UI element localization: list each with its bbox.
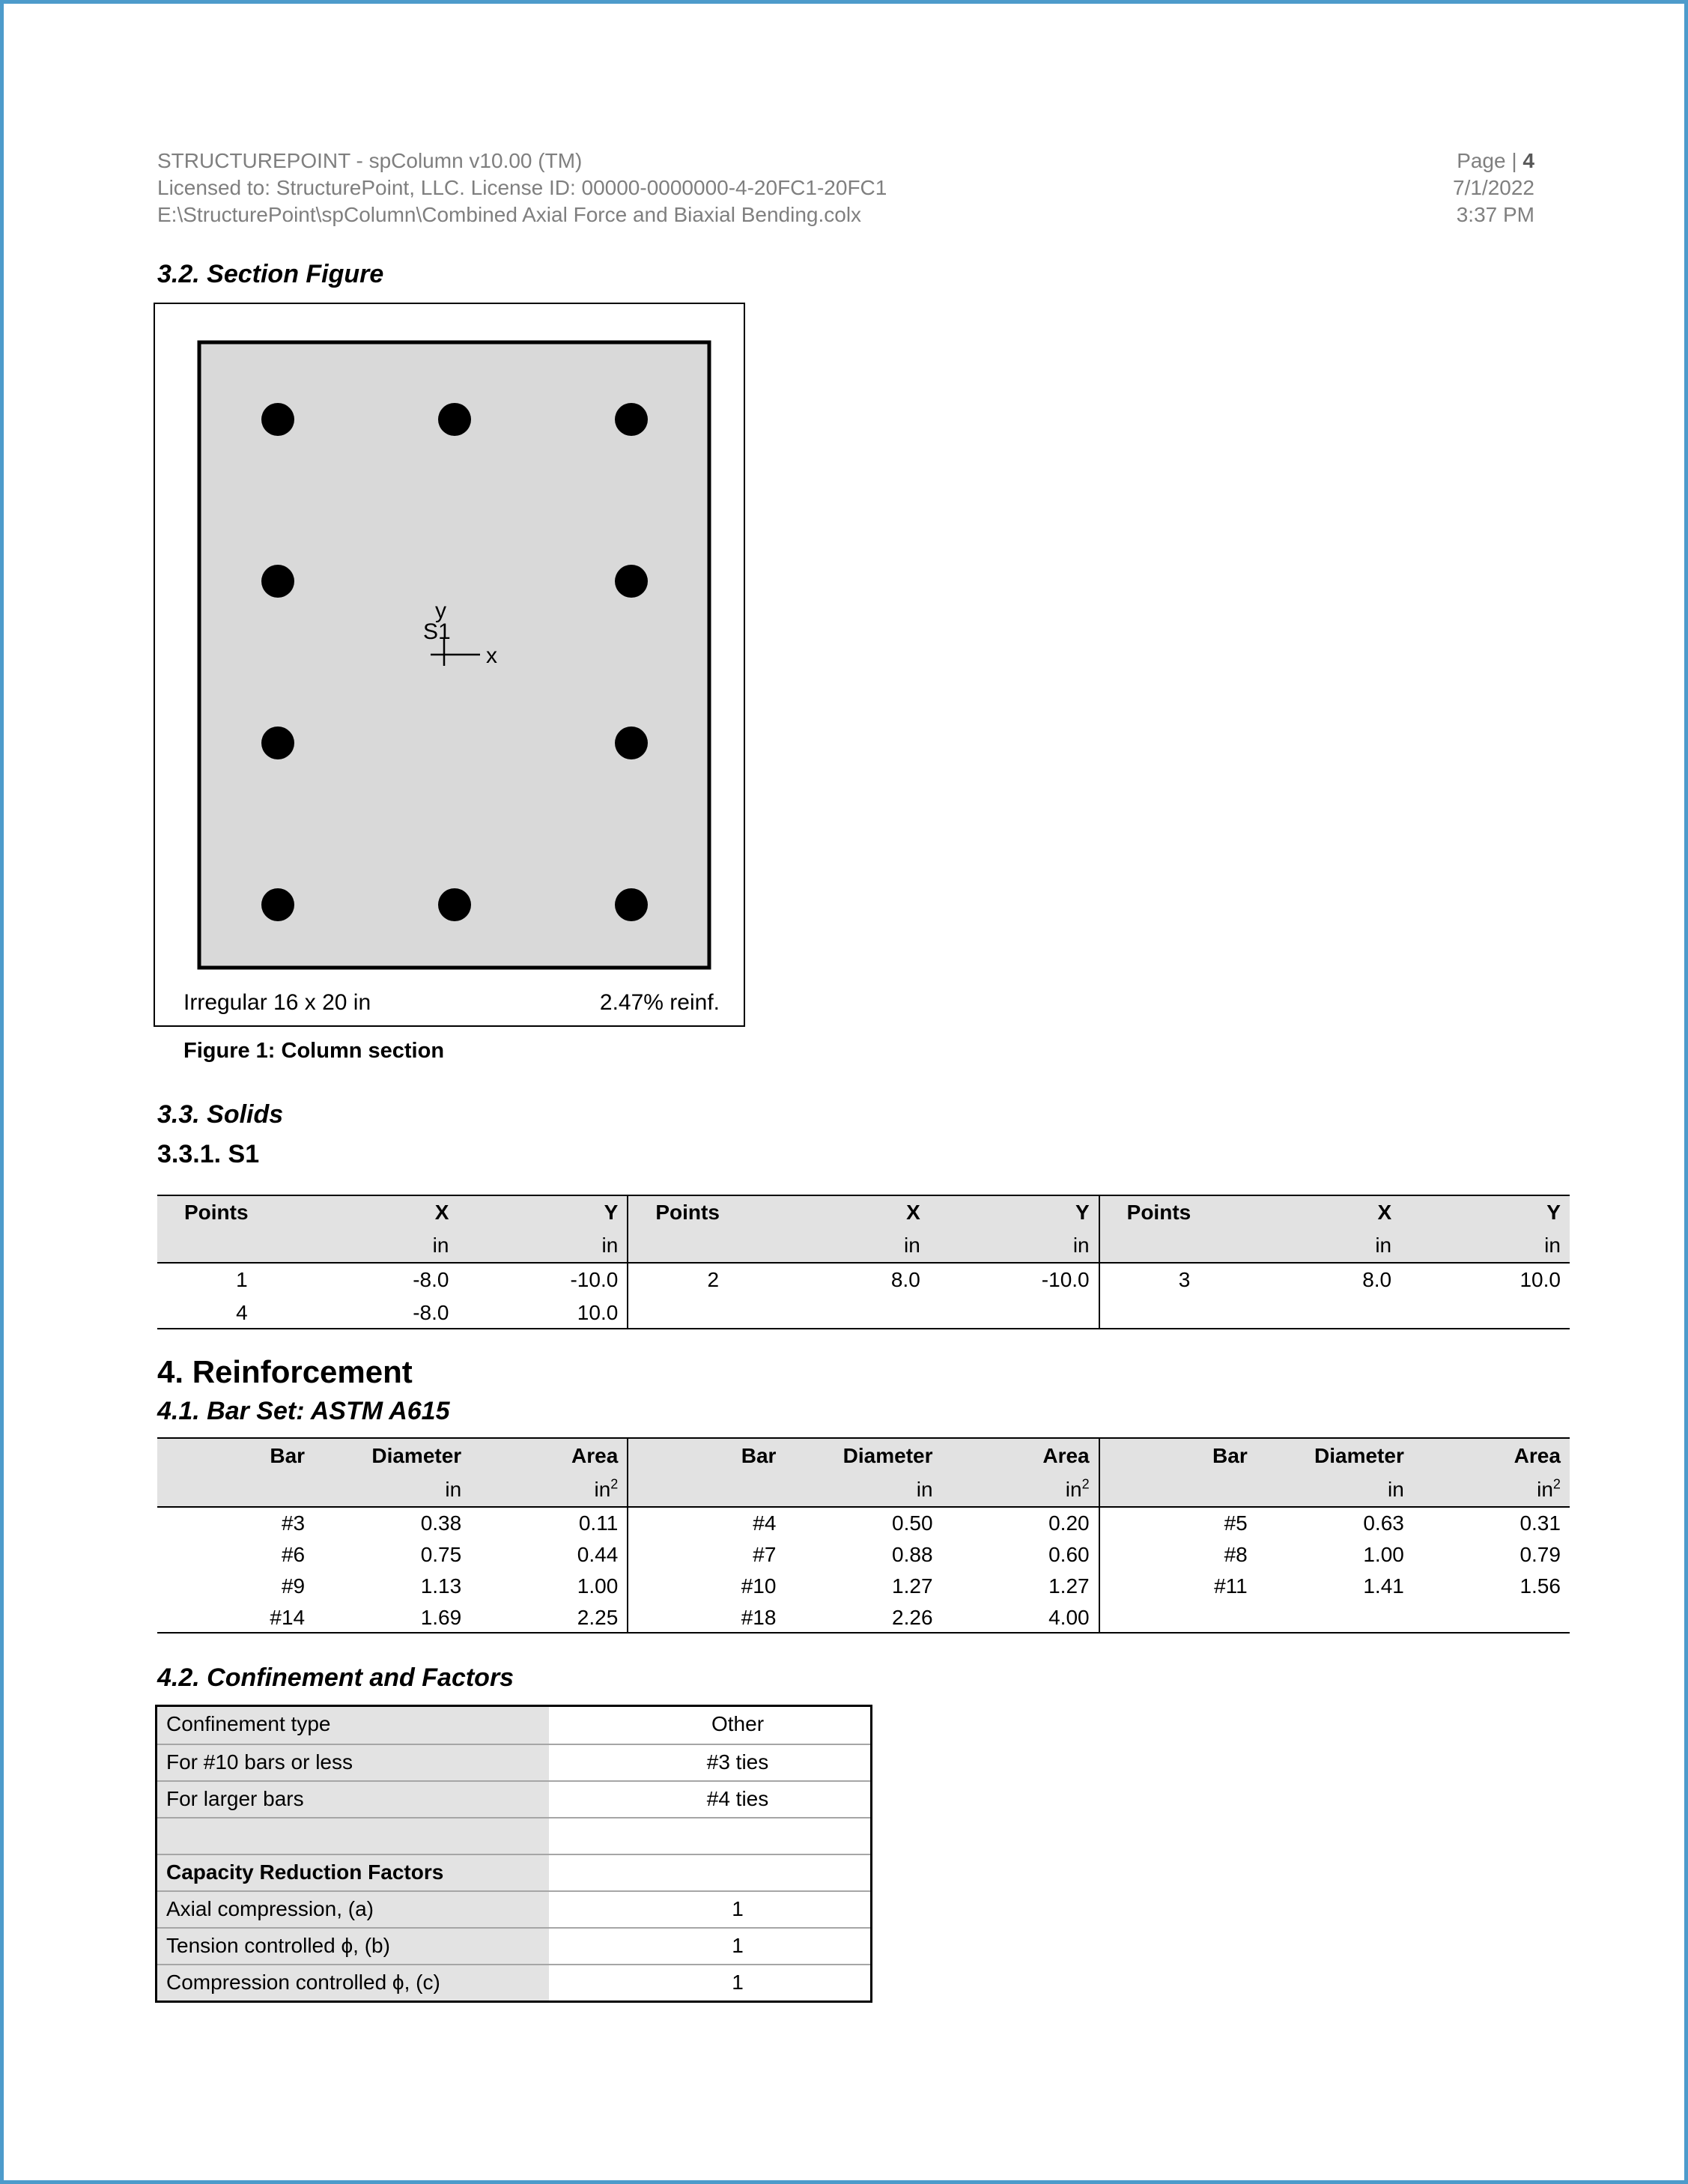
bar-area: 0.44	[577, 1543, 619, 1566]
heading-bar-set: 4.1. Bar Set: ASTM A615	[157, 1397, 450, 1425]
rebar-dot	[261, 727, 294, 759]
page-number: 4	[1522, 149, 1534, 172]
column-header-y: Y	[1075, 1201, 1090, 1224]
table-row	[628, 1264, 1098, 1296]
report-time: 3:37 PM	[1456, 203, 1534, 226]
unit-x: in	[432, 1234, 449, 1257]
bar-size: #7	[753, 1543, 777, 1566]
table-row	[157, 1539, 627, 1571]
point-y: 10.0	[577, 1301, 619, 1324]
column-header-points: Points	[655, 1201, 720, 1224]
confinement-row-label	[157, 1819, 549, 1854]
table-row	[157, 1817, 870, 1854]
column-header-area: Area	[1042, 1444, 1090, 1467]
bar-set-table	[157, 1437, 1570, 1634]
table-row	[157, 1780, 870, 1817]
solids-points-table	[157, 1195, 1570, 1329]
table-row	[1100, 1264, 1570, 1296]
point-x: 8.0	[1362, 1268, 1392, 1291]
rebar-dot	[438, 403, 471, 436]
confinement-row-label: For larger bars	[157, 1782, 549, 1817]
bar-diameter: 1.69	[420, 1606, 462, 1629]
rebar-dot	[615, 565, 648, 598]
bar-size: #3	[281, 1511, 306, 1535]
table-header	[628, 1195, 1098, 1264]
column-header-y: Y	[604, 1201, 619, 1224]
bar-size: #9	[281, 1574, 306, 1598]
bar-diameter: 1.27	[892, 1574, 933, 1598]
column-header-x: X	[434, 1201, 449, 1224]
table-body	[1100, 1264, 1570, 1329]
table-row	[157, 1508, 627, 1539]
bars-table-group-2	[627, 1437, 1098, 1634]
table-row	[628, 1571, 1098, 1602]
column-header-bar: Bar	[1212, 1444, 1248, 1467]
rebar-dot	[615, 727, 648, 759]
confinement-row-label: Compression controlled ϕ, (c)	[157, 1965, 549, 2001]
solids-table-group-2	[627, 1195, 1098, 1329]
table-header	[628, 1437, 1098, 1508]
column-header-area: Area	[571, 1444, 619, 1467]
point-y: -10.0	[570, 1268, 619, 1291]
column-header-area: Area	[1514, 1444, 1561, 1467]
solids-table-group-1	[157, 1195, 627, 1329]
heading-confinement: 4.2. Confinement and Factors	[157, 1663, 514, 1692]
table-body	[628, 1508, 1098, 1634]
column-section-figure	[155, 304, 744, 1025]
rebar-dot	[261, 888, 294, 921]
rebar-dot	[261, 565, 294, 598]
rebar-dot	[261, 403, 294, 436]
figure-footer-left: Irregular 16 x 20 in	[183, 990, 371, 1015]
unit-y: in	[1072, 1234, 1090, 1257]
bar-area: 1.27	[1048, 1574, 1090, 1598]
bar-size: #5	[1224, 1511, 1248, 1535]
table-body	[1100, 1508, 1570, 1634]
page-indicator	[1453, 148, 1534, 175]
header-license-line: Licensed to: StructurePoint, LLC. License ID: 00000-0000000-4-20FC1-20FC1	[157, 176, 887, 199]
rebar-dot	[615, 403, 648, 436]
point-y: -10.0	[1041, 1268, 1090, 1291]
bar-diameter: 0.63	[1363, 1511, 1404, 1535]
solids-table-group-3	[1099, 1195, 1570, 1329]
report-header-left	[157, 148, 887, 228]
table-row	[157, 1854, 870, 1890]
table-row	[628, 1602, 1098, 1634]
bar-diameter: 0.88	[892, 1543, 933, 1566]
column-header-y: Y	[1546, 1201, 1561, 1224]
unit-x: in	[904, 1234, 920, 1257]
unit-diameter: in	[445, 1478, 462, 1501]
column-header-points: Points	[1126, 1201, 1191, 1224]
table-header	[1100, 1195, 1570, 1264]
point-x: -8.0	[413, 1301, 449, 1324]
bars-table-group-1	[157, 1437, 627, 1634]
table-row	[1100, 1508, 1570, 1539]
bar-area: 0.31	[1519, 1511, 1561, 1535]
unit-x: in	[1375, 1234, 1392, 1257]
table-row	[157, 1707, 870, 1744]
table-row	[1100, 1539, 1570, 1571]
confinement-section-label: Capacity Reduction Factors	[157, 1855, 549, 1890]
bar-size: #18	[741, 1606, 777, 1629]
bar-diameter: 1.00	[1363, 1543, 1404, 1566]
confinement-row-value	[549, 1855, 870, 1890]
confinement-row-value: #4 ties	[706, 1787, 769, 1810]
table-body	[157, 1264, 627, 1329]
bar-size: #11	[1214, 1574, 1248, 1598]
table-row	[157, 1264, 627, 1296]
header-file-path: E:\StructurePoint\spColumn\Combined Axial Force and Biaxial Bending.colx	[157, 203, 862, 226]
report-header-right	[1453, 148, 1534, 228]
bar-diameter: 1.41	[1363, 1574, 1404, 1598]
solid-name-label: S1	[423, 619, 451, 644]
bar-area: 0.11	[578, 1511, 619, 1535]
confinement-row-value: 1	[732, 1897, 744, 1920]
point-x: -8.0	[413, 1268, 449, 1291]
confinement-row-value: #3 ties	[706, 1750, 769, 1774]
confinement-row-value: 1	[732, 1934, 744, 1957]
bar-size: #4	[753, 1511, 777, 1535]
table-header	[157, 1195, 627, 1264]
column-header-points: Points	[184, 1201, 249, 1224]
unit-y: in	[1544, 1234, 1561, 1257]
table-row	[628, 1539, 1098, 1571]
table-header	[157, 1437, 627, 1508]
bar-size: #10	[741, 1574, 777, 1598]
bar-diameter: 2.26	[892, 1606, 933, 1629]
y-axis-label: y	[435, 598, 446, 623]
bar-area: 1.56	[1519, 1574, 1561, 1598]
bar-diameter: 0.75	[420, 1543, 462, 1566]
column-header-diameter: Diameter	[371, 1444, 462, 1467]
table-row	[157, 1964, 870, 2001]
confinement-row-label: Confinement type	[157, 1707, 549, 1744]
confinement-row-value: 1	[732, 1971, 744, 1994]
point-x: 8.0	[890, 1268, 920, 1291]
confinement-row-value: Other	[711, 1712, 765, 1735]
figure-caption: Figure 1: Column section	[183, 1039, 445, 1063]
bar-size: #8	[1224, 1543, 1248, 1566]
bar-area: 1.00	[577, 1574, 619, 1598]
report-date: 7/1/2022	[1453, 176, 1534, 199]
rebar-dot	[438, 888, 471, 921]
table-row	[157, 1744, 870, 1780]
unit-diameter: in	[1388, 1478, 1404, 1501]
column-header-diameter: Diameter	[1314, 1444, 1404, 1467]
confinement-row-label: For #10 bars or less	[157, 1745, 549, 1780]
bar-diameter: 0.38	[420, 1511, 462, 1535]
page-label: Page |	[1457, 149, 1523, 172]
x-axis-label: x	[486, 643, 497, 668]
bar-area: 4.00	[1048, 1606, 1090, 1629]
heading-solids: 3.3. Solids	[157, 1100, 284, 1129]
figure-footer-right: 2.47% reinf.	[599, 990, 720, 1015]
table-row	[157, 1890, 870, 1927]
column-header-bar: Bar	[741, 1444, 777, 1467]
bar-area: 0.20	[1048, 1511, 1090, 1535]
confinement-table	[155, 1705, 872, 2003]
unit-diameter: in	[916, 1478, 933, 1501]
table-row	[1100, 1571, 1570, 1602]
point-id: 4	[236, 1301, 248, 1324]
table-header	[1100, 1437, 1570, 1508]
confinement-row-label: Axial compression, (a)	[157, 1892, 549, 1927]
column-header-x: X	[906, 1201, 920, 1224]
heading-solids-s1: 3.3.1. S1	[157, 1140, 260, 1168]
point-y: 10.0	[1519, 1268, 1561, 1291]
table-row	[157, 1571, 627, 1602]
bar-size: #14	[270, 1606, 306, 1629]
unit-area: $in^2$	[1537, 1476, 1561, 1501]
column-header-diameter: Diameter	[843, 1444, 933, 1467]
table-body	[628, 1264, 1098, 1329]
column-header-x: X	[1377, 1201, 1392, 1224]
bar-diameter: 0.50	[892, 1511, 933, 1535]
bar-area: 2.25	[577, 1606, 619, 1629]
bar-area: 0.60	[1048, 1543, 1090, 1566]
heading-section-figure: 3.2. Section Figure	[157, 260, 384, 288]
table-row	[628, 1508, 1098, 1539]
point-id: 1	[236, 1268, 248, 1291]
table-row	[157, 1602, 627, 1634]
rebar-dot	[615, 888, 648, 921]
header-product-line: STRUCTUREPOINT - spColumn v10.00 (TM)	[157, 149, 583, 172]
unit-area: $in^2$	[594, 1476, 619, 1501]
unit-area: $in^2$	[1065, 1476, 1090, 1501]
table-row	[157, 1927, 870, 1964]
confinement-row-label: Tension controlled ϕ, (b)	[157, 1929, 549, 1964]
bar-size: #6	[281, 1543, 306, 1566]
confinement-row-value	[549, 1819, 870, 1854]
bar-diameter: 1.13	[420, 1574, 462, 1598]
unit-y: in	[601, 1234, 619, 1257]
section-figure-frame	[154, 303, 745, 1027]
bars-table-group-3	[1099, 1437, 1570, 1634]
heading-reinforcement: 4. Reinforcement	[157, 1354, 413, 1389]
table-row	[157, 1296, 627, 1329]
column-header-bar: Bar	[270, 1444, 306, 1467]
bar-area: 0.79	[1519, 1543, 1561, 1566]
point-id: 3	[1178, 1268, 1191, 1291]
table-body	[157, 1508, 627, 1634]
point-id: 2	[707, 1268, 720, 1291]
